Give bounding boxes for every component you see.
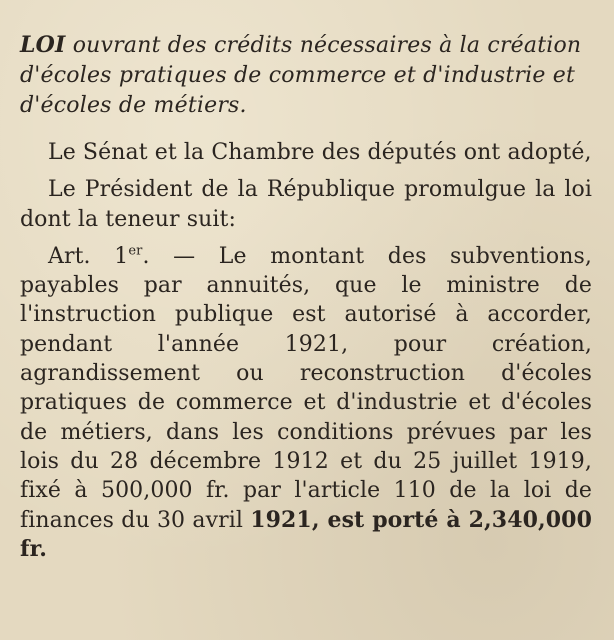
article-label: Art. 1	[48, 243, 129, 269]
document-body	[20, 138, 592, 572]
title-lead: LOI	[20, 32, 66, 58]
article-conclusion: 1921, est porté à 2,340,000 fr.	[20, 506, 592, 562]
paragraph-promulgation: Le Président de la République promulgue la loi dont la teneur suit:	[20, 177, 592, 232]
article-text: . — Le montant des subventions, payables par annuités, que le ministre de l'instruction publique est autorisé à accorder, pendant l'année 1921, pour création, agrandissement ou reconstruction d'écoles pratiques de commerce et d'industrie et d'écoles de métiers, dans les conditions prévues par les lois du 28 décembre 1912 et du 25 juillet 1919, fixé à 500,000 fr. par l'article 110 de la loi de finances du 30 avril	[20, 243, 592, 533]
title-text: ouvrant des crédits nécessaires à la création d'écoles pratiques de commerce et d'industrie et d'écoles de métiers.	[20, 33, 582, 118]
law-title	[20, 30, 600, 121]
paragraph-adoption: Le Sénat et la Chambre des députés ont adopté,	[48, 140, 592, 165]
article-1	[20, 242, 592, 564]
article-superscript: er	[128, 243, 143, 259]
